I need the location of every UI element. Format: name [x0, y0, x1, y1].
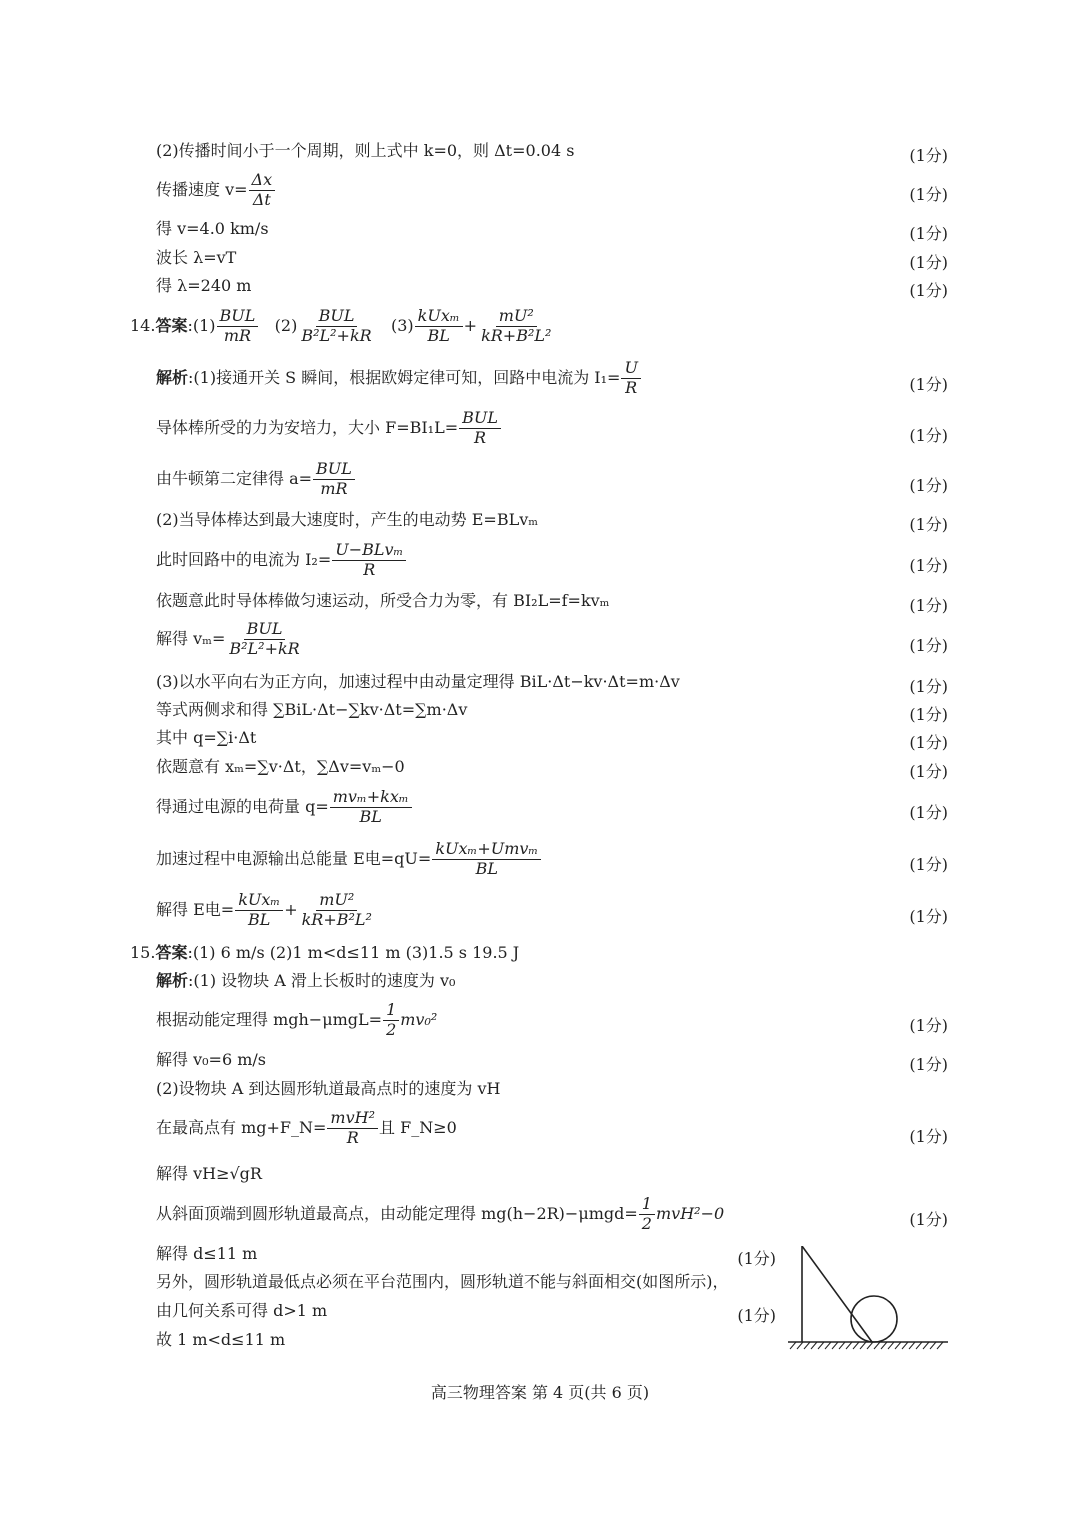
score-mark: (1分) — [909, 375, 948, 394]
score-mark: (1分) — [909, 476, 948, 495]
score-mark: (1分) — [909, 1055, 948, 1074]
line-vmax-result: 解得 vₘ= $\frac{\text{BUL}}{\text{B²L²+kR}}$ — [156, 619, 300, 658]
line-current-i2: 此时回路中的电流为 I₂= $\frac{\text{U−BLvₘ}}{R}$ — [156, 542, 407, 579]
line-top-speed-setup: (2)设物块 A 到达圆形轨道最高点时的速度为 vH — [156, 1079, 501, 1098]
score-mark: (1分) — [737, 1306, 776, 1325]
line-newton-second: 由牛顿第二定律得 a= $\frac{\text{BUL}}{mR}$ — [156, 461, 356, 498]
line-summation: 等式两侧求和得 ∑BiL·Δt−∑kv·Δt=∑m·Δv — [156, 700, 468, 719]
line-emf: (2)当导体棒达到最大速度时，产生的电动势 E=BLvₘ — [156, 510, 539, 529]
line-wave-period: (2)传播时间小于一个周期，则上式中 k=0，则 Δt=0.04 s — [156, 141, 575, 160]
score-mark: (1分) — [909, 426, 948, 445]
line-wavelength: 波长 λ=vT — [156, 248, 237, 267]
score-mark: (1分) — [909, 556, 948, 575]
circular-track — [851, 1296, 897, 1342]
line-charge-sum: 其中 q=∑i·Δt — [156, 728, 257, 747]
line-energy-result: 解得 E电= $\frac{\text{kUxₘ}}{BL}$ + $\frac{\text{mU²}}{\text{kR+B²L²}}$ — [156, 890, 372, 929]
line-momentum-theorem: (3)以水平向右为正方向，加速过程中由动量定理得 BiL·Δt−kv·Δt=m·Δv — [156, 672, 680, 691]
q14-answer-line: 14.答案:(1) $\frac{\text{BUL}}{mR}$ (2) $\frac{\text{BUL}}{\text{B²L²+kR}}$ (3) $\frac{\text{kUxₘ}}{BL}$ + $\frac{\text{mU²}}{\text{kR+B²L²}}$ — [130, 306, 552, 345]
line-ampere-force: 导体棒所受的力为安培力，大小 F=BI₁L= $\frac{\text{BUL}}{R}$ — [156, 410, 502, 447]
score-mark: (1分) — [909, 803, 948, 822]
fraction: $\frac{\Delta x}{\Delta t}$ — [249, 172, 276, 209]
line-v0-result: 解得 v₀=6 m/s — [156, 1050, 266, 1069]
score-mark: (1分) — [909, 224, 948, 243]
line-speed-result: 得 v=4.0 km/s — [156, 219, 269, 238]
score-mark: (1分) — [909, 1210, 948, 1229]
ground-hatching — [790, 1342, 943, 1349]
score-mark: (1分) — [909, 1016, 948, 1035]
line-d-range: 故 1 m<d≤11 m — [156, 1330, 286, 1349]
score-mark: (1分) — [909, 185, 948, 204]
page-footer: 高三物理答案 第 4 页(共 6 页) — [430, 1383, 650, 1402]
line-top-point-force: 在最高点有 mg+F_N= $\frac{\text{mvH²}}{R}$ 且 F_N≥0 — [156, 1108, 457, 1147]
score-mark: (1分) — [909, 515, 948, 534]
score-mark: (1分) — [909, 705, 948, 724]
score-mark: (1分) — [909, 146, 948, 165]
line-charge-q: 得通过电源的电荷量 q= $\frac{\text{mvₘ+kxₘ}}{BL}$ — [156, 789, 413, 826]
line-d-upper-bound: 解得 d≤11 m — [156, 1244, 258, 1263]
score-mark: (1分) — [909, 596, 948, 615]
score-mark: (1分) — [909, 677, 948, 696]
score-mark: (1分) — [909, 1127, 948, 1146]
line-ohm-current: 解析:(1)接通开关 S 瞬间，根据欧姆定律可知，回路中电流为 I₁= $\frac{U}{R}$ — [156, 360, 642, 397]
incline-circle-diagram — [782, 1246, 952, 1356]
line-displacement: 依题意有 xₘ=∑v·Δt，∑Δv=vₘ−0 — [156, 757, 405, 776]
line-geometry-condition: 另外，圆形轨道最低点必须在平台范围内，圆形轨道不能与斜面相交(如图所示)， — [156, 1272, 729, 1291]
line-kinetic-energy-theorem: 根据动能定理得 mgh−μmgL= $\frac{1}{2}$ mv₀² — [156, 1000, 438, 1039]
score-mark: (1分) — [909, 762, 948, 781]
q15-answer-line: 15.答案:(1) 6 m/s (2)1 m<d≤11 m (3)1.5 s 19.5 J — [130, 943, 520, 962]
line-energy-to-top: 从斜面顶端到圆形轨道最高点，由动能定理得 mg(h−2R)−μmgd= $\frac{1}{2}$ mvH²−0 — [156, 1194, 725, 1233]
line-vh-result: 解得 vH≥√gR — [156, 1164, 262, 1183]
line-uniform-motion: 依题意此时导体棒做匀速运动，所受合力为零，有 BI₂L=f=kvₘ — [156, 591, 610, 610]
score-mark: (1分) — [909, 253, 948, 272]
line-d-lower-bound: 由几何关系可得 d>1 m — [156, 1301, 328, 1320]
score-mark: (1分) — [737, 1249, 776, 1268]
line-speed-formula: 传播速度 v= $\frac{\Delta x}{\Delta t}$ — [156, 172, 276, 209]
score-mark: (1分) — [909, 733, 948, 752]
score-mark: (1分) — [909, 281, 948, 300]
line-total-energy: 加速过程中电源输出总能量 E电=qU= $\frac{\text{kUxₘ+Umvₘ}}{BL}$ — [156, 841, 542, 878]
score-mark: (1分) — [909, 636, 948, 655]
score-mark: (1分) — [909, 855, 948, 874]
line-wavelength-result: 得 λ=240 m — [156, 276, 252, 295]
score-mark: (1分) — [909, 907, 948, 926]
incline-slope — [802, 1246, 872, 1342]
line-initial-speed-setup: 解析:(1) 设物块 A 滑上长板时的速度为 v₀ — [156, 971, 456, 990]
